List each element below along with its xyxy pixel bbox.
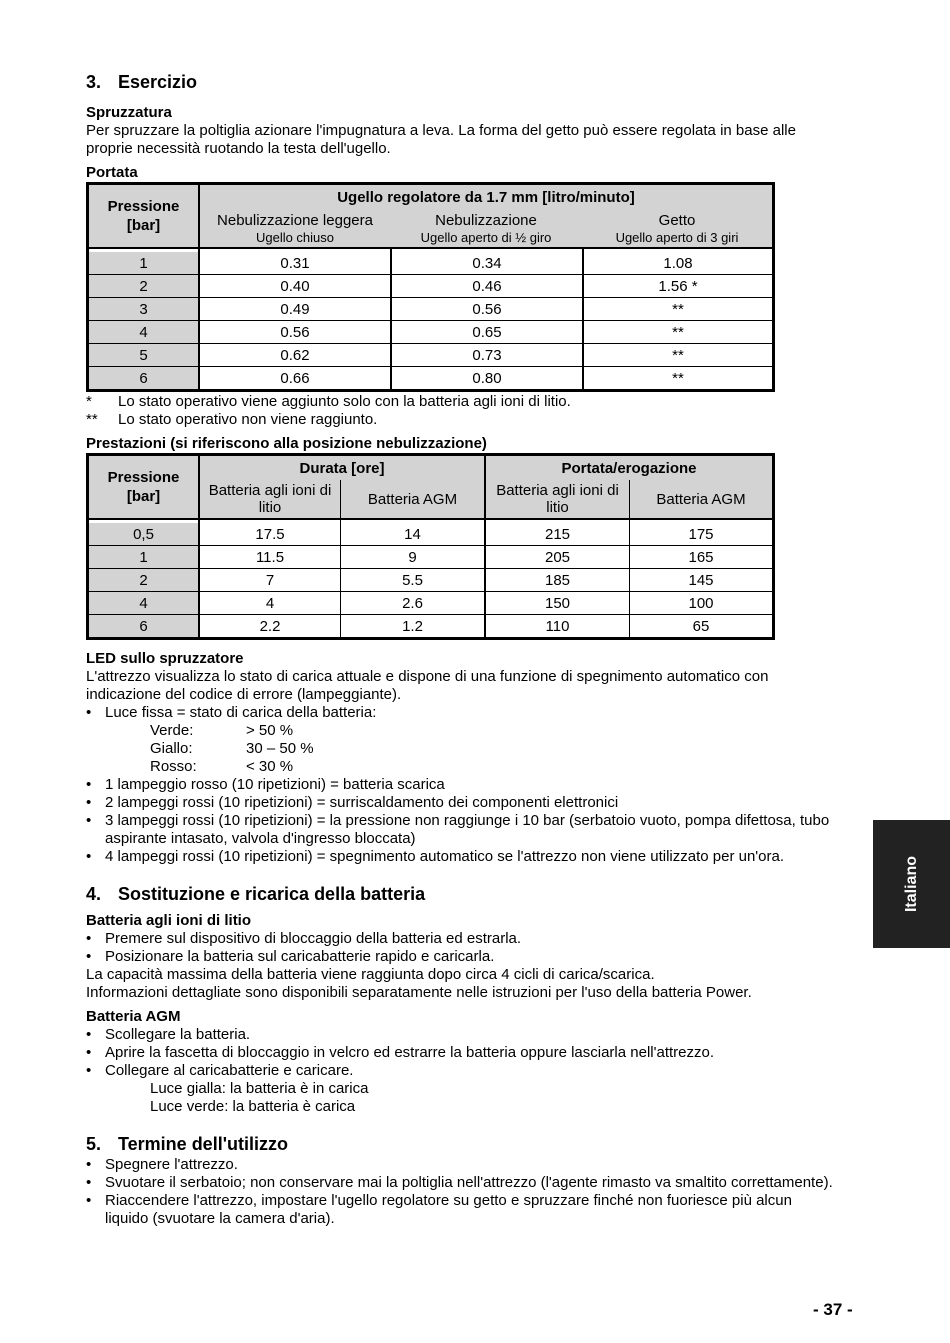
charge-status: Luce verde: la batteria è carica — [150, 1098, 356, 1115]
led-level: Verde: > 50 % — [150, 722, 294, 739]
perf-group-flow: Portata/erogazione — [484, 456, 772, 480]
spray-text: Per spruzzare la poltiglia azionare l'impugnatura a leva. La forma del getto può essere regolata in base alle proprie necessità ruotando la testa dell'ugello. — [86, 122, 796, 157]
section-3-heading: 3. Esercizio — [86, 72, 198, 92]
list-item: • Premere sul dispositivo di bloccaggio della batteria ed estrarla. — [86, 930, 522, 947]
table-row: 1 0.31 0.34 1.08 — [89, 252, 772, 274]
flow-col-header: Nebulizzazione leggera Ugello chiuso — [198, 209, 390, 247]
list-item: • 4 lampeggi rossi (10 ripetizioni) = spegnimento automatico se l'attrezzo non viene utilizzato per un'ora. — [86, 848, 785, 865]
list-item: • Posizionare la batteria sul caricabatterie rapido e caricarla. — [86, 948, 495, 965]
section-4-heading: 4. Sostituzione e ricarica della batteria — [86, 884, 426, 904]
perf-heading: Prestazioni (si riferiscono alla posizione nebulizzazione) — [86, 435, 487, 452]
led-list — [86, 704, 836, 722]
performance-table — [86, 453, 775, 640]
table-row: 1 11.5 9 205 165 — [89, 545, 772, 568]
list-item: • Spegnere l'attrezzo. — [86, 1156, 238, 1173]
page-content — [86, 70, 836, 1228]
list-item: • 3 lampeggi rossi (10 ripetizioni) = la pressione non raggiunge i 10 bar (serbatoio vuoto, pompa difettosa, tubo aspirante intasato, valvola d'ingresso bloccata) — [86, 812, 830, 847]
perf-col-header: Batteria agli ioni di litio — [198, 480, 340, 518]
led-level: Giallo: 30 – 50 % — [150, 740, 314, 757]
flow-col-header: Getto Ugello aperto di 3 giri — [582, 209, 772, 247]
list-item: • Riaccendere l'attrezzo, impostare l'ugello regolatore su getto e spruzzare finché non fuoriesce più alcun liquido (svuotare la camera d'aria). — [86, 1192, 792, 1227]
spray-heading: Spruzzatura — [86, 104, 172, 121]
led-heading: LED sullo spruzzatore — [86, 650, 244, 667]
list-item: • 2 lampeggi rossi (10 ripetizioni) = surriscaldamento dei componenti elettronici — [86, 794, 619, 811]
table-row: 2 0.40 0.46 1.56 * — [89, 274, 772, 297]
li-battery-heading: Batteria agli ioni di litio — [86, 912, 252, 929]
language-tab: Italiano — [873, 820, 950, 948]
list-item: • Scollegare la batteria. — [86, 1026, 251, 1043]
flow-notes — [86, 393, 836, 429]
table-row: 3 0.49 0.56 ** — [89, 297, 772, 320]
led-text: L'attrezzo visualizza lo stato di carica attuale e dispone di una funzione di spegnimento automatico con indicazione del codice di errore (lampeggiante). — [86, 668, 769, 703]
agm-battery-heading: Batteria AGM — [86, 1008, 181, 1025]
footnote: * Lo stato operativo viene aggiunto solo con la batteria agli ioni di litio. — [86, 393, 571, 410]
table-row: 6 2.2 1.2 110 65 — [89, 614, 772, 637]
flow-pressure-header: Pressione [bar] — [89, 185, 198, 247]
flow-heading: Portata — [86, 164, 138, 181]
table-row: 6 0.66 0.80 ** — [89, 366, 772, 389]
table-row: 2 7 5.5 185 145 — [89, 568, 772, 591]
li-battery-text: Informazioni dettagliate sono disponibili separatamente nelle istruzioni per l'uso della batteria Power. — [86, 984, 752, 1001]
table-row: 5 0.62 0.73 ** — [89, 343, 772, 366]
list-item: • Svuotare il serbatoio; non conservare mai la poltiglia nell'attrezzo (l'agente rimasto va smaltito correttamente). — [86, 1174, 833, 1191]
list-item: • Collegare al caricabatterie e caricare. — [86, 1062, 354, 1079]
flow-col-header: Nebulizzazione Ugello aperto di ½ giro — [390, 209, 582, 247]
flow-table — [86, 182, 775, 392]
flow-group-header: Ugello regolatore da 1.7 mm [litro/minuto] — [198, 185, 772, 209]
perf-col-header: Batteria AGM — [340, 480, 484, 518]
footnote: ** Lo stato operativo non viene raggiunto. — [86, 411, 378, 428]
led-list — [86, 776, 836, 866]
li-battery-list — [86, 930, 836, 966]
perf-col-header: Batteria agli ioni di litio — [484, 480, 629, 518]
table-row: 0,5 17.5 14 215 175 — [89, 523, 772, 545]
li-battery-text: La capacità massima della batteria viene raggiunta dopo circa 4 cicli di carica/scarica. — [86, 966, 655, 983]
table-row: 4 0.56 0.65 ** — [89, 320, 772, 343]
section-5-heading: 5. Termine dell'utilizzo — [86, 1134, 288, 1154]
perf-pressure-header: Pressione [bar] — [89, 456, 198, 518]
table-row: 4 4 2.6 150 100 — [89, 591, 772, 614]
list-item: • Aprire la fascetta di bloccaggio in velcro ed estrarre la batteria oppure lasciarla nell'attrezzo. — [86, 1044, 715, 1061]
page-number: - 37 - — [813, 1300, 853, 1319]
end-of-use-list — [86, 1156, 836, 1228]
list-item: • Luce fissa = stato di carica della batteria: — [86, 704, 377, 721]
led-level: Rosso: < 30 % — [150, 758, 294, 775]
perf-group-duration: Durata [ore] — [198, 456, 484, 480]
perf-col-header: Batteria AGM — [629, 480, 772, 518]
charge-status: Luce gialla: la batteria è in carica — [150, 1080, 369, 1097]
agm-battery-list — [86, 1026, 836, 1080]
list-item: • 1 lampeggio rosso (10 ripetizioni) = batteria scarica — [86, 776, 445, 793]
